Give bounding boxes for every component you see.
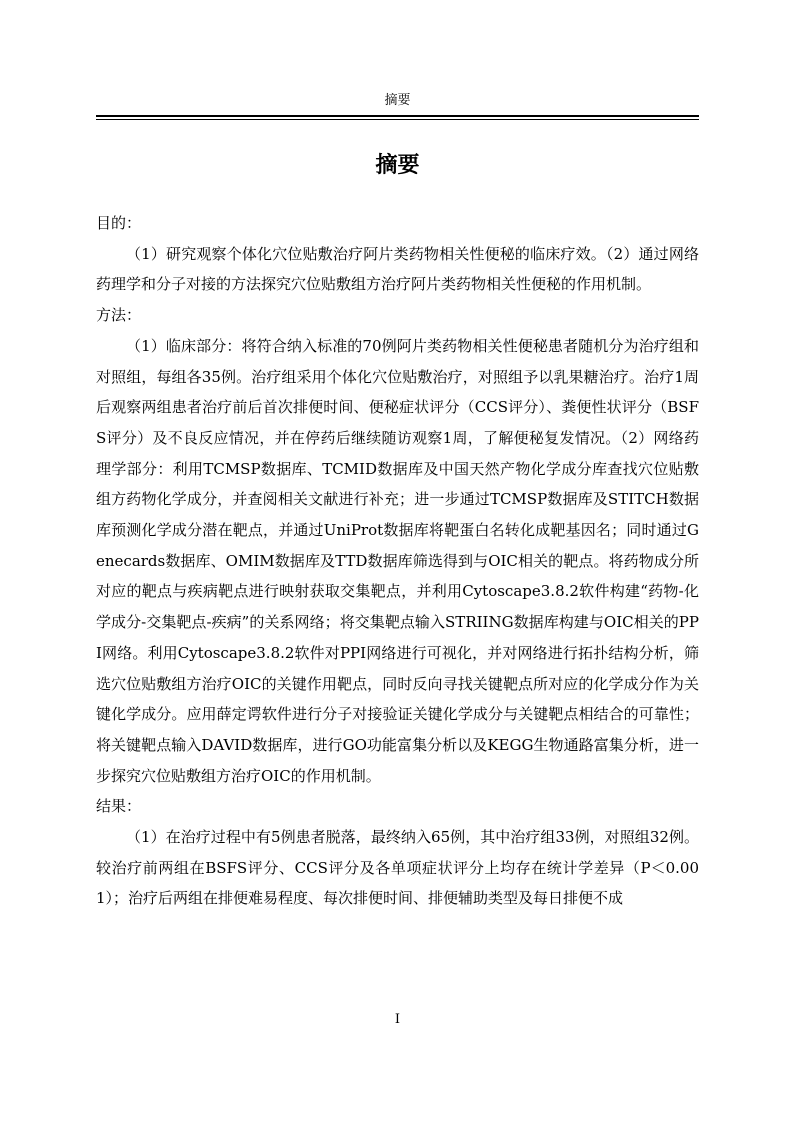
methods-heading: 方法： [96,306,142,325]
header-rule-thick [96,115,699,117]
results-heading: 结果： [96,797,142,816]
header-rule-thin [96,119,699,120]
abstract-body [96,208,699,914]
purpose-heading: 目的： [96,214,142,232]
purpose-paragraph: （1）研究观察个体化穴位贴敷治疗阿片类药物相关性便秘的临床疗效。（2）通过网络药理学和分子对接的方法探究穴位贴敷组方治疗阿片类药物相关性便秘的作用机制。 [96,244,699,294]
running-header: 摘要 [384,93,411,108]
results-paragraph: （1）在治疗过程中有5例患者脱落，最终纳入65例，其中治疗组33例，对照组32例。较治疗前两组在BSFS评分、CCS评分及各单项症状评分上均存在统计学差异（P＜0.001）；治疗后两组在排便难易程度、每次排便时间、排便辅助类型及每日排便不成 [96,828,699,908]
methods-paragraph: （1）临床部分：将符合纳入标准的70例阿片类药物相关性便秘患者随机分为治疗组和对照组，每组各35例。治疗组采用个体化穴位贴敷治疗，对照组予以乳果糖治疗。治疗1周后观察两组患者治疗前后首次排便时间、便秘症状评分（CCS评分）、粪便性状评分（BSFS评分）及不良反应情况，并在停药后继续随访观察1周，了解便秘复发情况。（2）网络药理学部分：利用TCMSP数据库、TCMID数据库及中国天然产物化学成分库查找穴位贴敷组方药物化学成分，并查阅相关文献进行补充；进一步通过TCMSP数据库及STITCH数据库预测化学成分潜在靶点，并通过UniProt数据库将靶蛋白名转化成靶基因名；同时通过Genecards数据库、OMIM数据库及TTD数据库筛选得到与OIC相关的靶点。将药物成分所对应的靶点与疾病靶点进行映射获取交集靶点，并利用Cytoscape3.8.2软件构建“药物-化学成分-交集靶点-疾病”的关系网络；将交集靶点输入STRIING数据库构建与OIC相关的PPI网络。利用Cytoscape3.8.2软件对PPI网络进行可视化，并对网络进行拓扑结构分析，筛选穴位贴敷组方治疗OIC的关键作用靶点，同时反向寻找关键靶点所对应的化学成分作为关键化学成分。应用薛定谔软件进行分子对接验证关键化学成分与关键靶点相结合的可靠性；将关键靶点输入DAVID数据库，进行GO功能富集分析以及KEGG生物通路富集分析，进一步探究穴位贴敷组方治疗OIC的作用机制。 [96,336,699,785]
page-number: I [394,1012,401,1027]
page-title: 摘要 [375,153,420,178]
